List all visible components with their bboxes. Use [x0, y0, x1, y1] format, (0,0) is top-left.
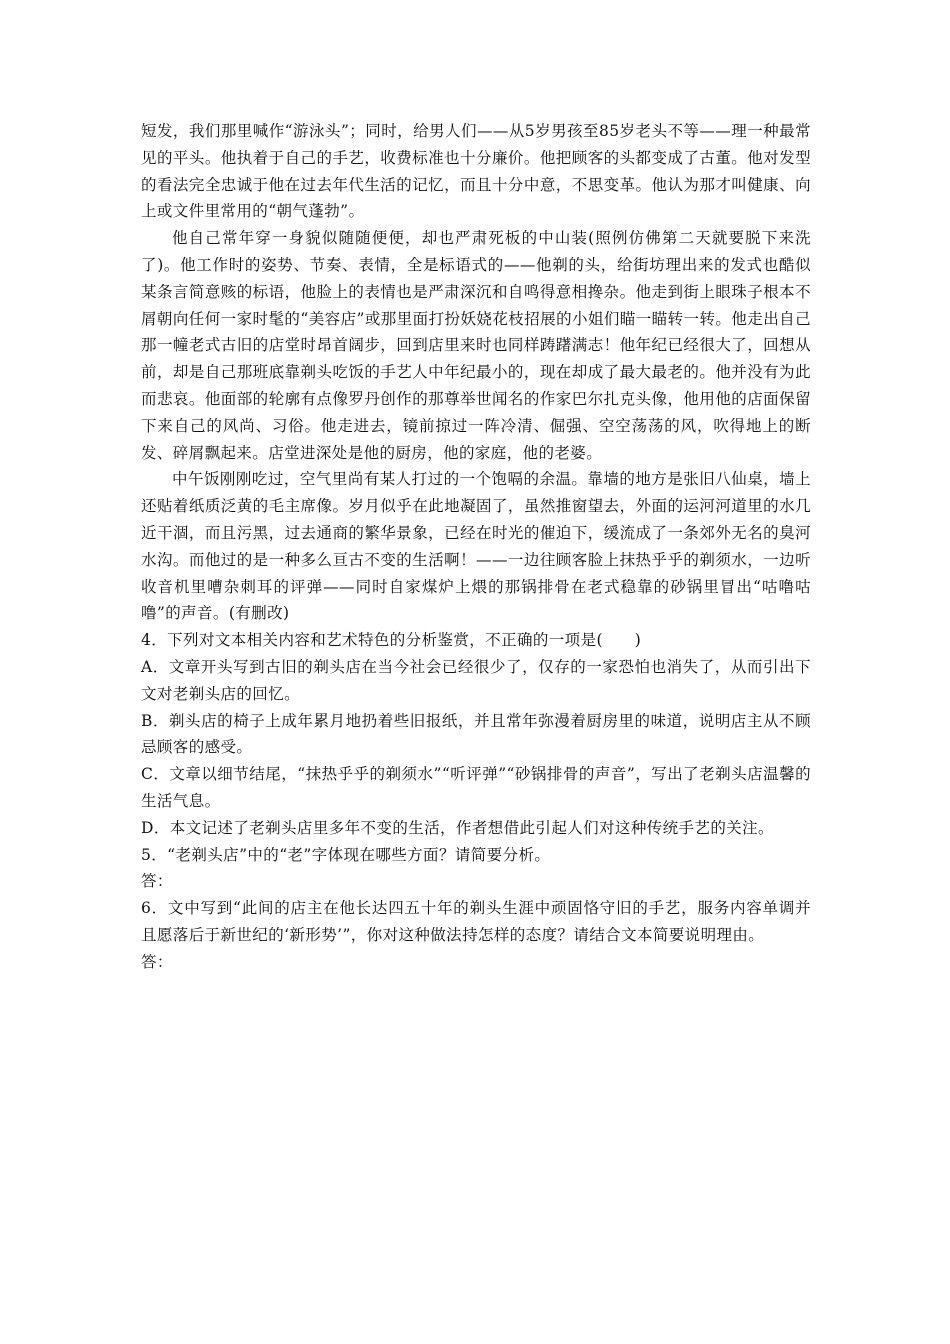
question-4-stem: 4．下列对文本相关内容和艺术特色的分析鉴赏，不正确的一项是( ): [141, 631, 642, 650]
question-6-answer-label: 答：: [141, 952, 173, 971]
question-5-stem: 5．“老剃头店”中的“老”字体现在哪些方面？请简要分析。: [141, 845, 551, 864]
passage-paragraph-2: 他自己常年穿一身貌似随随便便，却也严肃死板的中山装(照例仿佛第二天就要脱下来洗了)。他工作时的姿势、节奏、表情，全是标语式的——他剃的头，给街坊理出来的发式也酷似某条言简意赅的标语，他脸上的表情也是严肃深沉和自鸣得意相搀杂。他走到街上眼珠子根本不屑朝向任何一家时髦的“美容店”或那里面打扮妖娆花枝招展的小姐们瞄一瞄转一转。他走出自己那一幢老式古旧的店堂时昂首阔步，回到店里来时也同样踌躇满志！他年纪已经很大了，回想从前，却是自己那班底靠剃头吃饭的手艺人中年纪最小的，现在却成了最大最老的。他并没有为此而悲哀。他面部的轮廓有点像罗丹创作的那尊举世闻名的作家巴尔扎克头像，他用他的店面保留下来自己的风尚、习俗。他走进去，镜前掠过一阵冷清、倔强、空空荡荡的风，吹得地上的断发、碎屑飘起来。店堂进深处是他的厨房，他的家庭，他的老婆。: [141, 229, 811, 462]
passage-paragraph-1: 短发，我们那里喊作“游泳头”；同时，给男人们——从5岁男孩至85岁老头不等——理一种最常见的平头。他执着于自己的手艺，收费标准也十分廉价。他把顾客的头都变成了古董。他对发型的看法完全忠诚于他在过去年代生活的记忆，而且十分中意，不思变革。他认为那才叫健康、向上或文件里常用的“朝气蓬勃”。: [141, 122, 811, 221]
question-4-option-a: A．文章开头写到古旧的剃头店在当今社会已经很少了，仅存的一家恐怕也消失了，从而引出下文对老剃头店的回忆。: [141, 657, 811, 703]
question-4-option-d: D．本文记述了老剃头店里多年不变的生活，作者想借此引起人们对这种传统手艺的关注。: [141, 818, 774, 837]
question-4-option-b: B．剃头店的椅子上成年累月地扔着些旧报纸，并且常年弥漫着厨房里的味道，说明店主从不顾忌顾客的感受。: [141, 711, 811, 757]
document-body: [141, 118, 811, 976]
question-5-answer-label: 答：: [141, 872, 173, 891]
question-4-option-c: C．文章以细节结尾，“抹热乎乎的剃须水”“听评弹”“砂锅排骨的声音”，写出了老剃头店温馨的生活气息。: [141, 765, 811, 810]
passage-paragraph-3: 中午饭刚刚吃过，空气里尚有某人打过的一个饱嗝的余温。靠墙的地方是张旧八仙桌，墙上还贴着纸质泛黄的毛主席像。岁月似乎在此地凝固了，虽然推窗望去，外面的运河河道里的水几近干涸，而且污黑，过去通商的繁华景象，已经在时光的催迫下，缓流成了一条郊外无名的臭河水沟。而他过的是一种多么亘古不变的生活啊！——一边往顾客脸上抹热乎乎的剃须水，一边听收音机里嘈杂刺耳的评弹——同时自家煤炉上煨的那锅排骨在老式稳靠的砂锅里冒出“咕噜咕噜”的声音。(有删改): [141, 470, 811, 623]
question-6-stem: 6．文中写到“此间的店主在他长达四五十年的剃头生涯中顽固恪守旧的手艺，服务内容单调并且愿落后于新世纪的‘新形势’”，你对这种做法持怎样的态度？请结合文本简要说明理由。: [141, 899, 811, 944]
